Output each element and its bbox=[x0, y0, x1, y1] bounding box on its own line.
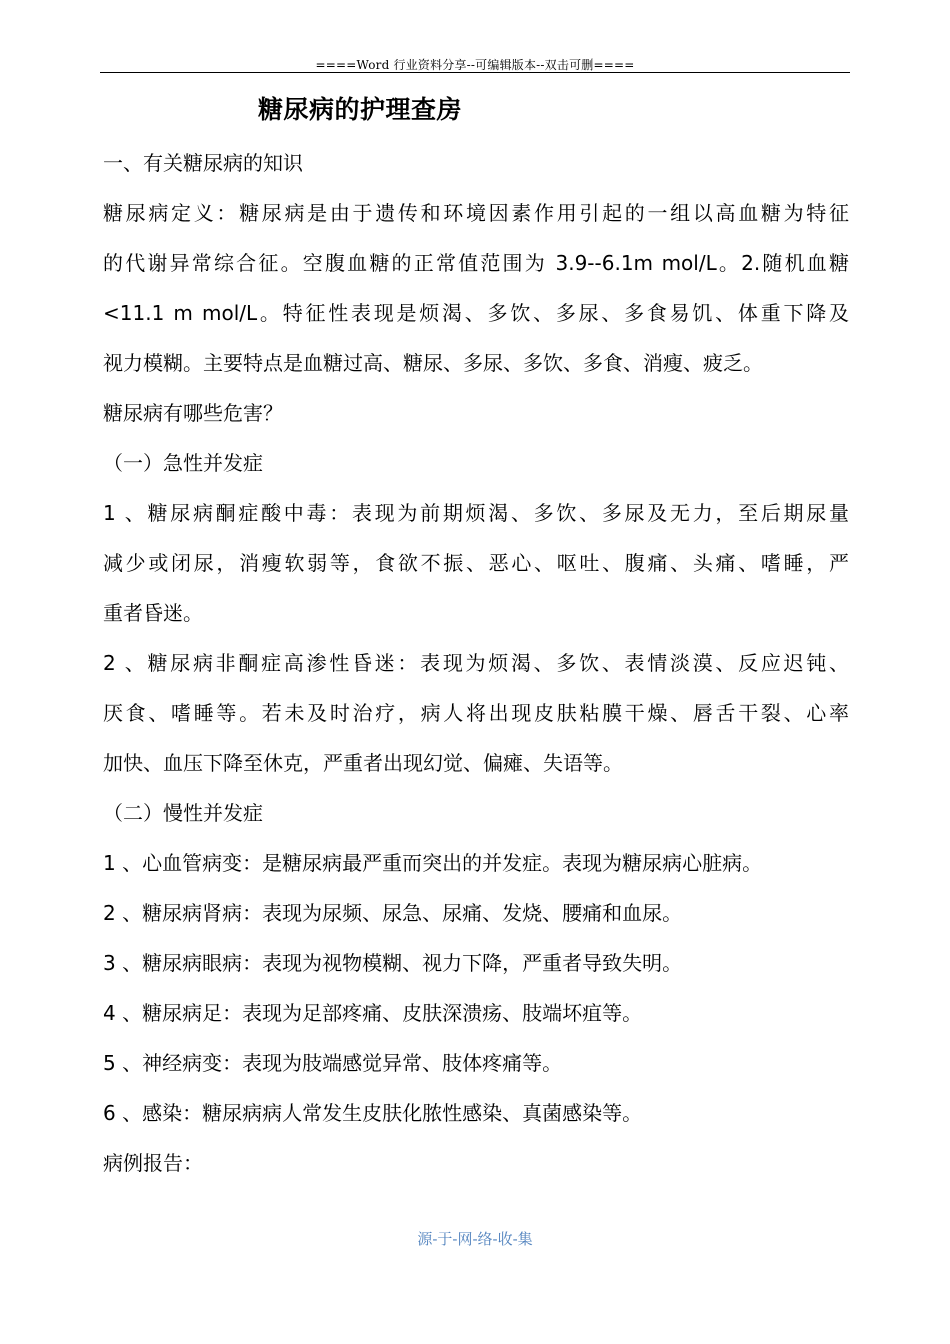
list-item-line: 6 、感染：糖尿病病人常发生皮肤化脓性感染、真菌感染等。 bbox=[103, 1101, 643, 1125]
paragraph-line: 视力模糊。主要特点是血糖过高、糖尿、多尿、多饮、多食、消瘦、疲乏。 bbox=[103, 351, 763, 375]
list-item-line: 加快、血压下降至休克，严重者出现幻觉、偏瘫、失语等。 bbox=[103, 751, 623, 775]
header-rule bbox=[100, 72, 850, 73]
paragraph-line: 糖尿病有哪些危害？ bbox=[103, 401, 283, 425]
list-item-line: 厌食、嗜睡等。若未及时治疗，病人将出现皮肤粘膜干燥、唇舌干裂、心率 bbox=[103, 701, 849, 725]
document-body bbox=[103, 138, 849, 1188]
paragraph-line: <11.1 m mol/L。特征性表现是烦渴、多饮、多尿、多食易饥、体重下降及 bbox=[103, 301, 849, 325]
document-title: 糖尿病的护理查房 bbox=[258, 95, 463, 124]
list-item-line: 1 、糖尿病酮症酸中毒：表现为前期烦渴、多饮、多尿及无力，至后期尿量 bbox=[103, 501, 849, 525]
subsection-heading: （一）急性并发症 bbox=[103, 451, 263, 475]
paragraph-line: 的代谢异常综合征。空腹血糖的正常值范围为 3.9--6.1m mol/L。2.随机血糖 bbox=[103, 251, 849, 275]
list-item-line: 1 、心血管病变：是糖尿病最严重而突出的并发症。表现为糖尿病心脏病。 bbox=[103, 851, 763, 875]
list-item-line: 4 、糖尿病足：表现为足部疼痛、皮肤深溃疡、肢端坏疽等。 bbox=[103, 1001, 643, 1025]
list-item-line: 重者昏迷。 bbox=[103, 601, 203, 625]
list-item-line: 3 、糖尿病眼病：表现为视物模糊、视力下降，严重者导致失明。 bbox=[103, 951, 683, 975]
list-item-line: 减少或闭尿，消瘦软弱等，食欲不振、恶心、呕吐、腹痛、头痛、嗜睡，严 bbox=[103, 551, 849, 575]
section-heading: 一、有关糖尿病的知识 bbox=[103, 151, 303, 175]
page-footer-text: 源-于-网-络-收-集 bbox=[417, 1230, 533, 1248]
page-header-text: ====Word 行业资料分享--可编辑版本--双击可删==== bbox=[315, 58, 635, 72]
subsection-heading: （二）慢性并发症 bbox=[103, 801, 263, 825]
list-item-line: 2 、糖尿病肾病：表现为尿频、尿急、尿痛、发烧、腰痛和血尿。 bbox=[103, 901, 683, 925]
list-item-line: 5 、神经病变：表现为肢端感觉异常、肢体疼痛等。 bbox=[103, 1051, 563, 1075]
paragraph-line: 糖尿病定义：糖尿病是由于遗传和环境因素作用引起的一组以高血糖为特征 bbox=[103, 201, 849, 225]
section-heading: 病例报告： bbox=[103, 1151, 203, 1175]
list-item-line: 2 、糖尿病非酮症高渗性昏迷：表现为烦渴、多饮、表情淡漠、反应迟钝、 bbox=[103, 651, 849, 675]
